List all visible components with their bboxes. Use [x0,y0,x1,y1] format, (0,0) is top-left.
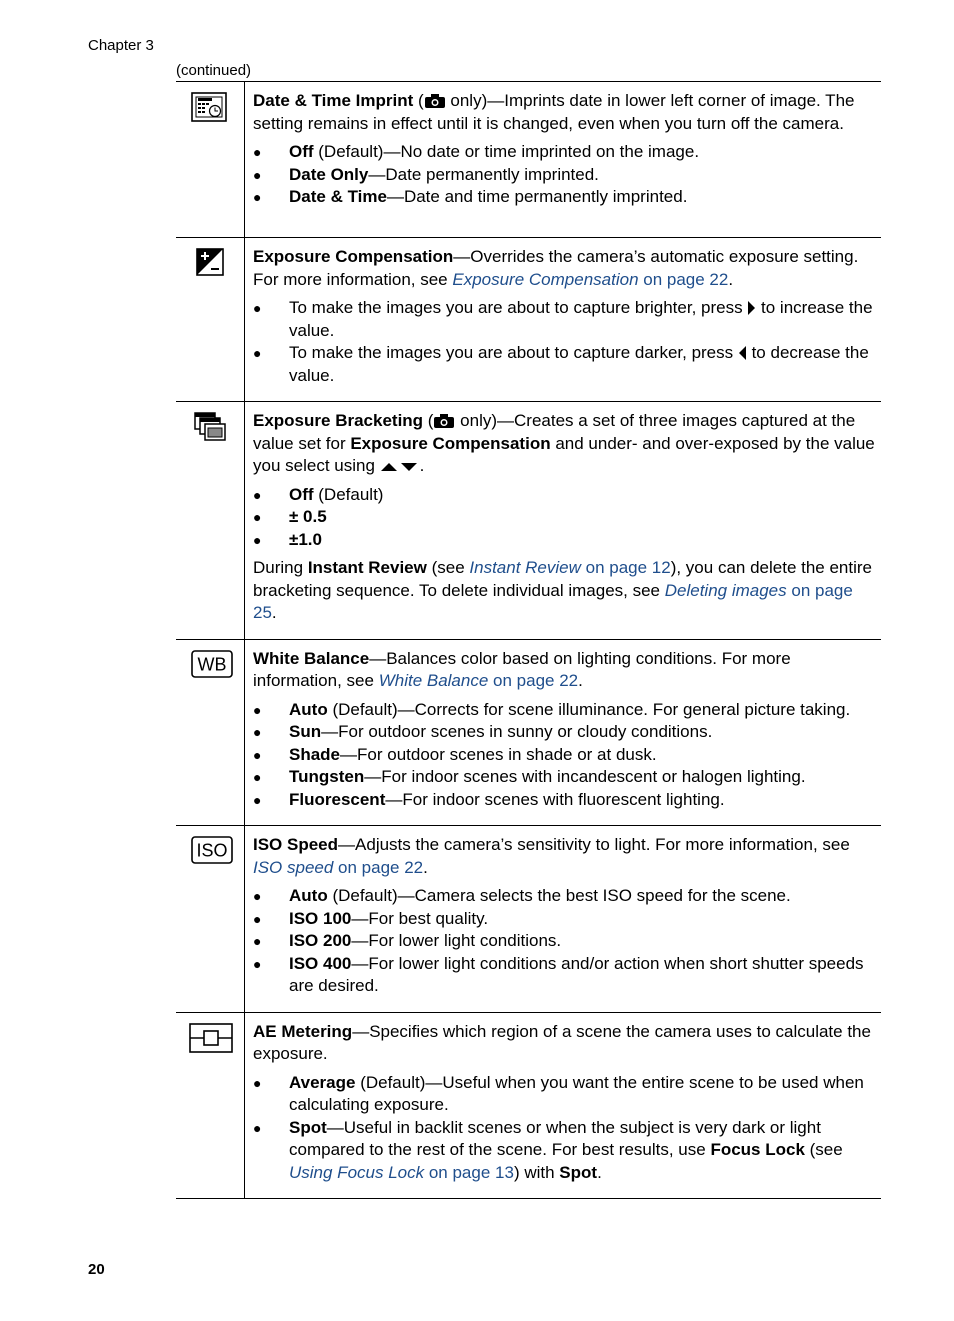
table-row [176,402,881,640]
page-number: 20 [88,1261,105,1278]
list-item: ● Auto (Default)—Camera selects the best ISO speed for the scene. [253,885,875,908]
list-item: ● ISO 100—For best quality. [253,908,875,931]
cross-reference-link[interactable]: ISO speed on page 22 [253,857,424,877]
option-list [253,297,875,387]
option-list [253,1072,875,1185]
option-list [253,141,875,209]
table-row [176,238,881,402]
option-description: Exposure Bracketing ( only)—Creates a set of three images captured at the value set for Exposure Compensation and under- and over-exposed by the value you select using . ● Off (Default) ● ± 0.5 ● ±1.0 During Instant Review (see Instant Review on page 12), you can delete the entire bracketing sequence. To delete individual images, see Deleting images on page 25. [245,402,882,640]
continued-label: (continued) [176,62,252,79]
list-item: ● ±1.0 [253,529,875,552]
camera-icon [433,413,455,429]
option-title: AE Metering [253,1021,353,1041]
left-arrow-icon [738,345,747,361]
iso-speed-icon [191,836,233,864]
camera-icon [424,93,446,109]
svg-text:ISO: ISO [196,840,228,861]
cross-reference-link[interactable]: Instant Review on page 12 [469,558,671,577]
table-row [176,1012,881,1199]
list-item: ● Spot—Useful in backlit scenes or when the subject is very dark or light compared to the rest of the scene. For best results, use Focus Lock (see Using Focus Lock on page 13) with Spot. [253,1117,875,1185]
option-title: Exposure Bracketing [253,411,424,430]
option-list [253,699,875,812]
table-row [176,82,881,238]
cross-reference-link[interactable]: Deleting images on page 25 [253,580,853,622]
list-item: ● Date Only—Date permanently imprinted. [253,164,875,187]
option-list [253,484,875,552]
list-item: ● To make the images you are about to capture brighter, press to increase the value. [253,297,875,342]
list-item: ● Off (Default)—No date or time imprinted on the image. [253,141,875,164]
option-title: White Balance [253,648,370,668]
exposure-compensation-icon [196,248,224,276]
table-row [176,639,881,826]
option-title: Date & Time Imprint [253,91,414,110]
list-item: ● Fluorescent—For indoor scenes with fluorescent lighting. [253,789,875,812]
list-item: ● ISO 400—For lower light conditions and/or action when short shutter speeds are desired. [253,953,875,998]
date-time-imprint-icon [191,92,227,122]
up-down-arrows-icon [380,460,420,474]
list-item: ● ISO 200—For lower light conditions. [253,930,875,953]
exposure-bracketing-icon [194,412,226,442]
option-description: Date & Time Imprint ( only)—Imprints date in lower left corner of image. The setting remains in effect until it is changed, even when you turn off the camera. ● Off (Default)—No date or time imprinted on the image. ● Date Only—Date permanently imprinted. ● Date & Time—Date and time permanently imprinted. [245,82,882,238]
list-item: ● Average (Default)—Useful when you want the entire scene to be used when calculating exposure. [253,1072,875,1117]
right-arrow-icon [747,300,756,316]
list-item: ● Off (Default) [253,484,875,507]
list-item: ● Date & Time—Date and time permanently imprinted. [253,186,875,209]
option-description: AE Metering—Specifies which region of a scene the camera uses to calculate the exposure. ● Average (Default)—Useful when you want the entire scene to be used when calculating exposure. ● Spot—Useful in backlit scenes or when the subject is very dark or light compared to the rest of the scene. For best results, use Focus Lock (see Using Focus Lock on page 13) with Spot. [245,1012,882,1199]
list-item: ● To make the images you are about to capture darker, press to decrease the value. [253,342,875,387]
option-description: ISO Speed—Adjusts the camera’s sensitivity to light. For more information, see ISO speed on page 22. ● Auto (Default)—Camera selects the best ISO speed for the scene. ● ISO 100—For best quality. ● ISO 200—For lower light conditions. ● ISO 400—For lower light conditions and/or action when short shutter speeds are desired. [245,826,882,1013]
ae-metering-icon [189,1023,233,1053]
bracketing-note: During Instant Review (see Instant Review on page 12), you can delete the entire bracketing sequence. To delete individual images, see Deleting images on page 25. [253,558,872,622]
option-description: White Balance—Balances color based on lighting conditions. For more information, see White Balance on page 22. ● Auto (Default)—Corrects for scene illuminance. For general picture taking. ● Sun—For outdoor scenes in sunny or cloudy conditions. ● Shade—For outdoor scenes in shade or at dusk. ● Tungsten—For indoor scenes with incandescent or halogen lighting. ● Fluorescent—For indoor scenes with fluorescent lighting. [245,639,882,826]
list-item: ● Shade—For outdoor scenes in shade or at dusk. [253,744,875,767]
options-table [176,81,881,1199]
list-item: ● ± 0.5 [253,506,875,529]
cross-reference-link[interactable]: Exposure Compensation on page 22 [452,269,729,289]
table-row [176,826,881,1013]
chapter-label: Chapter 3 [88,37,154,54]
svg-text:WB: WB [197,654,227,674]
option-description: Exposure Compensation—Overrides the camera’s automatic exposure setting. For more information, see Exposure Compensation on page 22. ● To make the images you are about to capture brighter, press to increase the value. ● To make the images you are about to capture darker, press to decrease the value. [245,238,882,402]
option-title: Exposure Compensation [253,247,454,266]
option-list [253,885,875,998]
list-item: ● Sun—For outdoor scenes in sunny or cloudy conditions. [253,721,875,744]
cross-reference-link[interactable]: Using Focus Lock on page 13 [289,1162,514,1182]
cross-reference-link[interactable]: White Balance on page 22 [378,671,579,690]
list-item: ● Tungsten—For indoor scenes with incandescent or halogen lighting. [253,766,875,789]
white-balance-icon [191,650,233,678]
option-title: ISO Speed [253,835,339,854]
list-item: ● Auto (Default)—Corrects for scene illuminance. For general picture taking. [253,699,875,722]
